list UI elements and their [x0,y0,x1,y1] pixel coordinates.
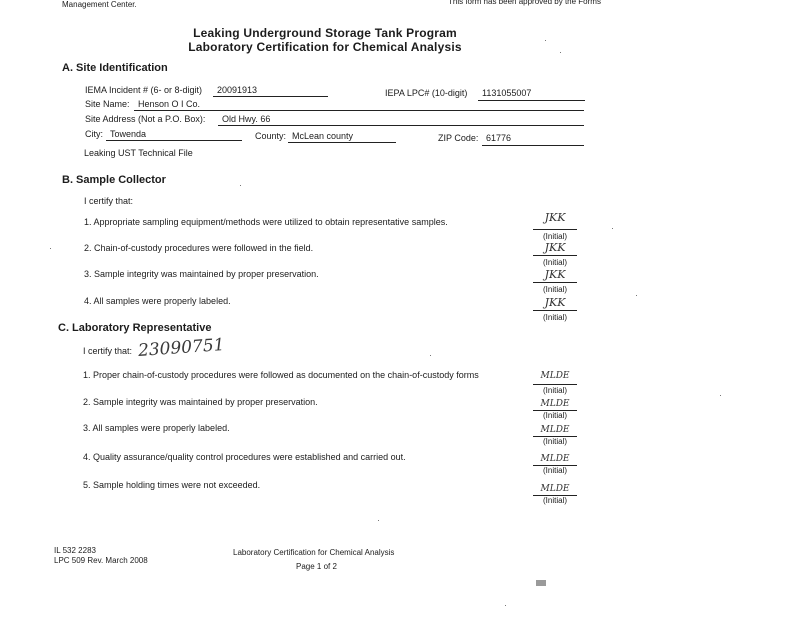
lab-item-3: 3. All samples were properly labeled. [83,423,230,433]
title-line2: Laboratory Certification for Chemical Analysis [188,40,462,54]
header-top-left: Management Center. [62,0,137,9]
lab-initial-sig-4: MLDE [540,454,570,464]
collector-initial-line-4 [533,310,577,311]
scan-speck [378,520,379,521]
collector-item-1: 1. Appropriate sampling equipment/methods were utilized to obtain representative samples. [84,217,448,227]
collector-initial-sig-3: JKK [544,268,566,281]
collector-initial-line-3 [533,282,577,283]
address-label: Site Address (Not a P.O. Box): [85,114,206,124]
iema-label: IEMA Incident # (6- or 8-digit) [85,85,203,95]
scan-speck [612,228,613,229]
collector-initial-line-2 [533,255,577,256]
scan-speck [505,605,506,606]
county-value: McLean county [292,131,354,141]
scan-artifact-mark [536,580,546,586]
lpc-underline [478,100,585,101]
zip-value: 61776 [486,133,512,143]
collector-initial-sig-2: JKK [544,241,566,254]
lab-initial-sig-3: MLDE [540,425,570,435]
scan-speck [240,185,241,186]
scan-speck [720,395,721,396]
site-name-underline [134,110,584,111]
zip-label: ZIP Code: [438,133,479,143]
collector-initial-sig-1: JKK [544,211,566,224]
lab-initial-label-1: (Initial) [542,386,567,395]
footer-page-number: Page 1 of 2 [296,562,337,571]
lab-handwritten-number: 23090751 [137,335,226,361]
lpc-label: IEPA LPC# (10-digit) [385,88,468,98]
county-label: County: [255,131,287,141]
iema-underline [213,96,328,97]
lab-item-2: 2. Sample integrity was maintained by proper preservation. [83,397,318,407]
scan-speck [560,52,561,53]
collector-item-3: 3. Sample integrity was maintained by proper preservation. [84,269,319,279]
collector-initial-line-1 [533,229,577,230]
lab-initial-label-4: (Initial) [542,466,567,475]
lab-initial-sig-2: MLDE [540,399,570,409]
site-name-label: Site Name: [85,99,130,109]
scan-speck [545,40,546,41]
address-underline [218,125,584,126]
site-name-value: Henson O I Co. [138,99,201,109]
lab-initial-label-2: (Initial) [542,411,567,420]
zip-underline [482,145,584,146]
city-value: Towenda [110,129,147,139]
collector-initial-label-4: (Initial) [542,313,567,322]
iema-value: 20091913 [217,85,258,95]
section-c-heading: C. Laboratory Representative [58,322,212,334]
section-b-heading: B. Sample Collector [62,174,166,186]
title-line1: Leaking Underground Storage Tank Program [193,26,457,40]
lab-item-1: 1. Proper chain-of-custody procedures were followed as documented on the chain-of-custody forms [83,370,479,380]
collector-initial-label-1: (Initial) [542,232,567,241]
scan-speck [430,355,431,356]
lab-item-4: 4. Quality assurance/quality control procedures were established and carried out. [83,452,406,462]
collector-initial-label-3: (Initial) [542,285,567,294]
footer-form-rev: LPC 509 Rev. March 2008 [54,556,148,565]
section-b-certify: I certify that: [84,196,134,206]
address-value: Old Hwy. 66 [222,114,271,124]
section-a-heading: A. Site Identification [62,62,168,74]
lab-item-5: 5. Sample holding times were not exceeded. [83,480,261,490]
city-label: City: [85,129,103,139]
lab-initial-label-3: (Initial) [542,437,567,446]
footer-center-title: Laboratory Certification for Chemical Analysis [233,548,395,557]
city-underline [106,140,242,141]
technical-file-label: Leaking UST Technical File [84,148,193,158]
scan-speck [50,248,51,249]
lpc-value: 1131055007 [482,88,532,98]
lab-initial-line-1 [533,384,577,385]
lab-initial-sig-5: MLDE [540,484,570,494]
lab-initial-label-5: (Initial) [542,496,567,505]
collector-initial-label-2: (Initial) [542,258,567,267]
collector-item-4: 4. All samples were properly labeled. [84,296,231,306]
county-underline [288,142,396,143]
section-c-certify: I certify that: [83,346,133,356]
header-top-right: This form has been approved by the Forms [448,0,601,6]
collector-initial-sig-4: JKK [544,296,566,309]
scan-speck [636,295,637,296]
collector-item-2: 2. Chain-of-custody procedures were followed in the field. [84,243,314,253]
lab-initial-sig-1: MLDE [540,371,570,381]
footer-form-id: IL 532 2283 [54,546,96,555]
